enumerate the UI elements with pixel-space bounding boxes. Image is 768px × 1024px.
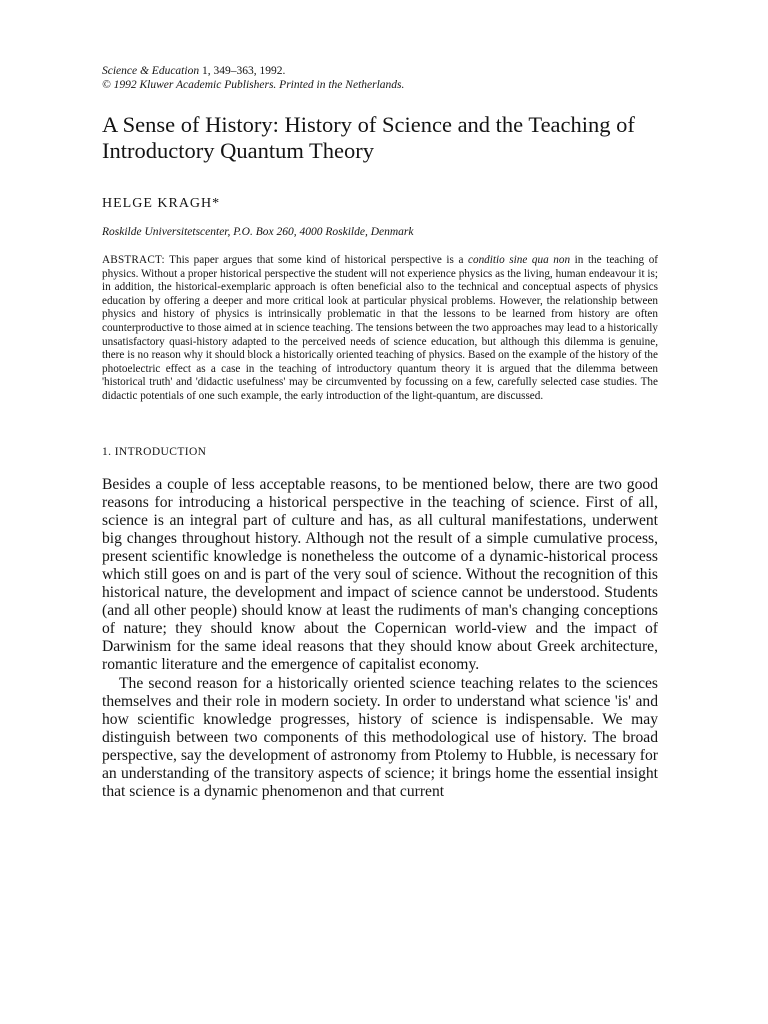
abstract [102, 254, 658, 404]
paper-page [102, 64, 658, 801]
body-paragraph: The second reason for a historically oriented science teaching relates to the sciences themselves and their role in modern society. In order to understand what science 'is' and how scientific knowledge progresses, history of science is indispensable. We may distinguish between two components of this methodological use of history. The broad perspective, say the development of astronomy from Ptolemy to Hubble, is necessary for an understanding of the transitory aspects of science; it brings home the essential insight that science is a dynamic phenomenon and that current [102, 674, 658, 801]
journal-reference: 1, 349–363, 1992. [199, 65, 286, 77]
section-body [102, 476, 658, 802]
copyright-line: © 1992 Kluwer Academic Publishers. Printed in the Netherlands. [102, 79, 405, 91]
journal-citation [102, 64, 658, 78]
abstract-text-start: This paper argues that some kind of historical perspective is a [164, 254, 469, 266]
article-title: A Sense of History: History of Science and the Teaching of Introductory Quantum Theory [102, 112, 635, 163]
section-heading: 1. INTRODUCTION [102, 445, 207, 458]
author-affiliation: Roskilde Universitetscenter, P.O. Box 260, 4000 Roskilde, Denmark [102, 226, 414, 238]
journal-header [102, 64, 658, 92]
author-name: HELGE KRAGH* [102, 196, 221, 211]
abstract-text-rest: in the teaching of physics. Without a proper historical perspective the student will not experience physics as the living, human endeavour it is; in addition, the historical-exemplaric approach is often beneficial also to the technical and conceptual aspects of physics education by offering a deeper and more critical look at particular physical problems. However, the relationship between physics and history of physics is intrinsically problematic in that the lessons to be learned from history are often counterproductive to those aimed at in science teaching. The tensions between the two approaches may lead to a historically unsatisfactory quasi-history adapted to the perceived needs of science education, but although this dilemma is genuine, there is no reason why it should block a historically oriented teaching of physics. Based on the example of the history of the photoelectric effect as a case in the teaching of introductory quantum theory it is argued that the dilemma between 'historical truth' and 'didactic usefulness' may be circumvented by focussing on a few, carefully selected case studies. The didactic potentials of one such example, the early introduction of the light-quantum, are discussed. [102, 254, 659, 402]
abstract-label: ABSTRACT: [102, 254, 165, 266]
abstract-italic-term: conditio sine qua non [468, 254, 571, 266]
journal-name: Science & Education [102, 65, 200, 77]
body-paragraph: Besides a couple of less acceptable reasons, to be mentioned below, there are two good reasons for introducing a historical perspective in the teaching of science. First of all, science is an integral part of culture and has, as all cultural manifestations, underwent big changes throughout history. Although not the result of a simple cumulative process, present scientific knowledge is nonetheless the outcome of a dynamic-historical process which still goes on and is part of the very soul of science. Without the recognition of this historical nature, the development and impact of science cannot be understood. Students (and all other people) should know at least the rudiments of man's changing conceptions of nature; they should know about the Copernican world-view and the impact of Darwinism for the same ideal reasons that they should know about Greek architecture, romantic literature and the emergence of capitalist economy. [102, 475, 658, 674]
